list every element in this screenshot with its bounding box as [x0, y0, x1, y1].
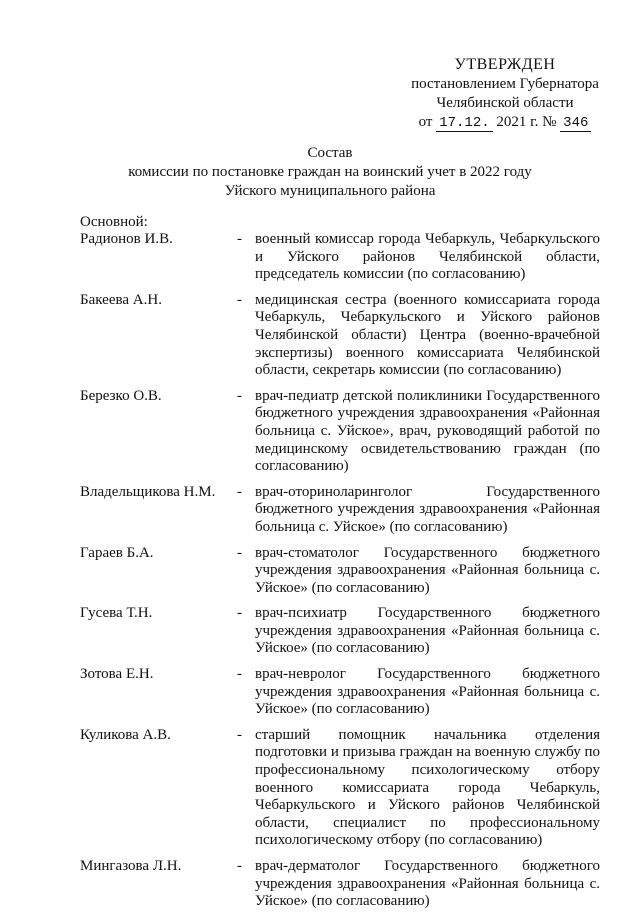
member-dash: -	[237, 858, 242, 874]
member-row	[80, 858, 600, 911]
member-name: Радионов И.В.	[80, 231, 173, 247]
approval-date-line	[390, 113, 620, 132]
member-role: врач-педиатр детской поликлиники Государственного бюджетного учреждения здравоохранения «Районная больница с. Уйское», врач, руководящий работой по медицинскому освидетельствованию граждан (по согласованию)	[255, 387, 600, 475]
member-dash: -	[237, 483, 242, 500]
member-role: медицинская сестра (военного комиссариата города Чебаркуль, Чебаркульского и Уйского районов Челябинской области) Центра (военно-врачебной экспертизы) военного комиссариата Челябинской области, секретарь комиссии (по согласованию)	[255, 291, 600, 379]
approval-block	[390, 55, 620, 132]
member-name: Бакеева А.Н.	[80, 291, 162, 308]
section-label: Основной:	[80, 214, 148, 230]
approval-line-2: Челябинской области	[436, 95, 574, 111]
member-dash: -	[237, 666, 242, 683]
document-title-block	[90, 144, 570, 201]
member-name: Березко О.В.	[80, 387, 162, 404]
member-row	[80, 484, 600, 537]
member-role: врач-дерматолог Государственного бюджетного учреждения здравоохранения «Районная больница с. Уйское» (по согласованию)	[255, 858, 600, 910]
approval-date: 17.12.	[436, 116, 492, 132]
member-dash: -	[237, 605, 242, 622]
member-name: Куликова А.В.	[80, 726, 171, 743]
approval-title: УТВЕРЖДЕН	[454, 56, 556, 73]
member-dash: -	[237, 726, 242, 743]
member-name: Владельщикова Н.М.	[80, 483, 216, 500]
member-dash: -	[237, 231, 242, 247]
date-prefix: от	[418, 114, 433, 130]
member-name: Гараев Б.А.	[80, 544, 154, 561]
member-role: старший помощник начальника отделения подготовки и призыва граждан на военную службу по профессиональному психологическому отбору военного комиссариата города Чебаркуль, Чебаркульского и Уйского районов Челябинской области, специалист по профессиональному психологическому отбору (по согласованию)	[255, 726, 600, 849]
member-dash: -	[237, 387, 242, 404]
member-dash: -	[237, 291, 242, 308]
member-row	[80, 388, 600, 476]
document-title: Состав	[307, 145, 353, 161]
members-list	[80, 231, 600, 919]
member-role: врач-стоматолог Государственного бюджетного учреждения здравоохранения «Районная больница с. Уйское» (по согласованию)	[255, 544, 600, 596]
member-row	[80, 605, 600, 658]
member-row	[80, 727, 600, 850]
document-subtitle-2: Уйского муниципального района	[224, 183, 436, 199]
member-name: Зотова Е.Н.	[80, 666, 154, 683]
approval-number: 346	[560, 116, 591, 132]
member-row	[80, 292, 600, 380]
member-role: врач-оториноларинголог Государственного бюджетного учреждения здравоохранения «Районная больница с. Уйское» (по согласованию)	[255, 483, 600, 535]
approval-line-1: постановлением Губернатора	[411, 76, 599, 92]
member-name: Мингазова Л.Н.	[80, 858, 182, 874]
member-role: военный комиссар города Чебаркуль, Чебаркульского и Уйского районов Челябинской области, председатель комиссии (по согласованию)	[255, 231, 600, 283]
document-subtitle-1: комиссии по постановке граждан на воинский учет в 2022 году	[128, 164, 532, 180]
member-role: врач-невролог Государственного бюджетного учреждения здравоохранения «Районная больница с. Уйское» (по согласованию)	[255, 666, 600, 718]
member-row	[80, 231, 600, 284]
member-role: врач-психиатр Государственного бюджетного учреждения здравоохранения «Районная больница с. Уйское» (по согласованию)	[255, 605, 600, 657]
member-name: Гусева Т.Н.	[80, 605, 153, 622]
member-dash: -	[237, 544, 242, 561]
year-suffix: 2021 г. №	[496, 114, 557, 130]
member-row	[80, 545, 600, 598]
member-row	[80, 666, 600, 719]
